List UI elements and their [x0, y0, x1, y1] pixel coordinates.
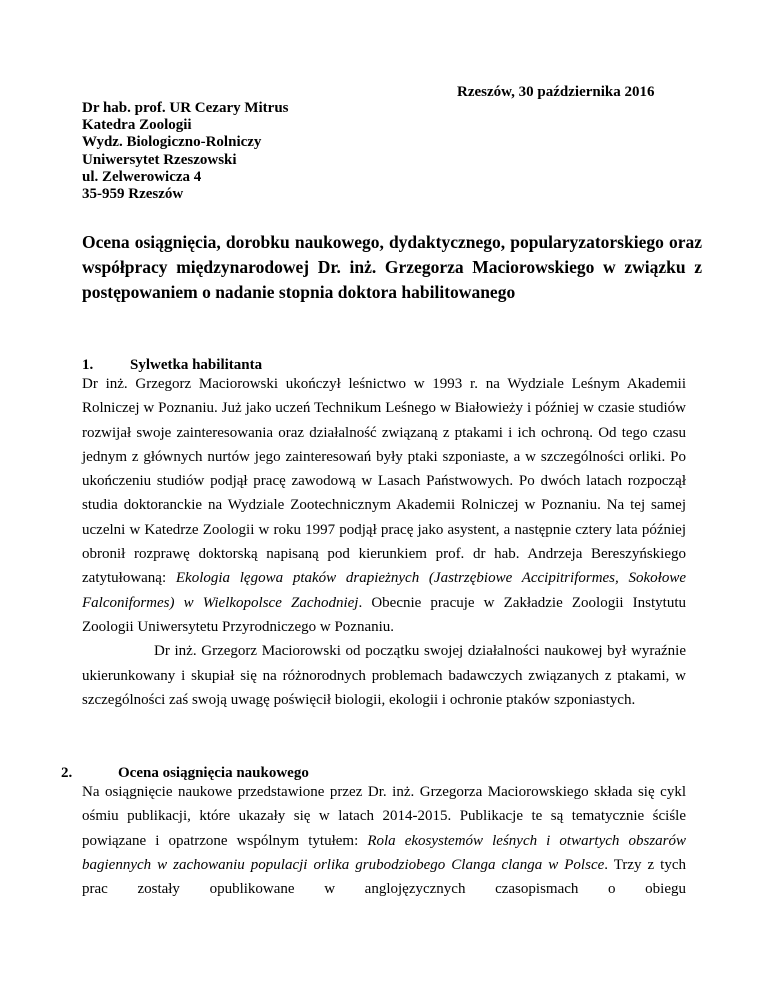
section-1-paragraph-1 [82, 372, 686, 639]
address-line-city: 35-959 Rzeszów [82, 186, 184, 203]
section-2-p1-end: . Trzy z tych prac zostały opublikowane w anglojęzycznych czasopismach o obiegu [82, 856, 687, 898]
section-2-paragraph-1 [82, 780, 686, 901]
sender-address-block [82, 100, 289, 203]
address-line-street: ul. Zelwerowicza 4 [82, 168, 202, 185]
address-line-university: Uniwersytet Rzeszowski [82, 151, 237, 168]
section-1-thesis-title: Ekologia lęgowa ptaków drapieżnych (Jastrzębiowe Accipitriformes, Sokołowe Falconiformes) w Wielkopolsce Zachodniej [82, 570, 686, 611]
address-line-department: Katedra Zoologii [82, 117, 192, 134]
section-2-p1-text: Na osiągnięcie naukowe przedstawione przez Dr. inż. Grzegorza Maciorowskiego składa się cykl ośmiu publikacji, które ukazały się w latach 2014-2015. Publikacje te są tematycznie ściśle powiązane i opatrzone wspólnym tytułem: [82, 784, 686, 849]
document-title: Ocena osiągnięcia, dorobku naukowego, dydaktycznego, popularyzatorskiego oraz współpracy międzynarodowej Dr. inż. Grzegorza Maciorowskiego w związku z postępowaniem o nadanie stopnia doktora habilitowanego [82, 232, 702, 302]
section-1-p1-end: . Obecnie pracuje w Zakładzie Zoologii Instytutu Zoologii Uniwersytetu Przyrodniczego w Poznaniu. [82, 594, 686, 635]
section-1-title: Sylwetka habilitanta [130, 357, 263, 373]
section-2-title: Ocena osiągnięcia naukowego [118, 765, 309, 781]
document-date: Rzeszów, 30 października 2016 [457, 84, 655, 100]
address-line-name: Dr hab. prof. UR Cezary Mitrus [82, 100, 289, 116]
section-1-body [82, 372, 686, 712]
section-2-body [82, 780, 686, 901]
section-2-number: 2. [61, 765, 73, 781]
section-1-p1-text: Dr inż. Grzegorz Maciorowski ukończył leśnictwo w 1993 r. na Wydziale Leśnym Akademii Rolniczej w Poznaniu. Już jako uczeń Technikum Leśnego w Białowieży i później w czasie studiów rozwijał swoje zainteresowania oraz działalność związaną z ptakami i ich ochroną. Od tego czasu jednym z głównych nurtów jego zainteresowań były ptaki szponiaste, a w szczególności orliki. Po ukończeniu studiów podjął pracę zawodową w Lasach Państwowych. Po dwóch latach rozpoczął studia doktoranckie na Wydziale Zootechnicznym Akademii Rolniczej w Poznaniu. Na tej samej uczelni w Katedrze Zoologii w roku 1997 podjął pracę jako asystent, a następnie cztery lata później obronił rozprawę doktorską napisaną pod kierunkiem prof. dr hab. Andrzeja Bereszyńskiego zatytułowaną: [82, 376, 686, 587]
section-2-achievement-title: Rola ekosystemów leśnych i otwartych obszarów bagiennych w zachowaniu populacji orlika grubodziobego Clanga clanga w Polsce [82, 832, 687, 873]
section-1-number: 1. [82, 357, 94, 373]
address-line-faculty: Wydz. Biologiczno-Rolniczy [82, 134, 262, 151]
section-1-paragraph-2: Dr inż. Grzegorz Maciorowski od początku swojej działalności naukowej był wyraźnie ukierunkowany i skupiał się na różnorodnych problemach badawczych związanych z ptakami, w szczególności zaś swoją uwagę poświęcił biologii, ekologii i ochronie ptaków szponiastych. [82, 643, 686, 708]
